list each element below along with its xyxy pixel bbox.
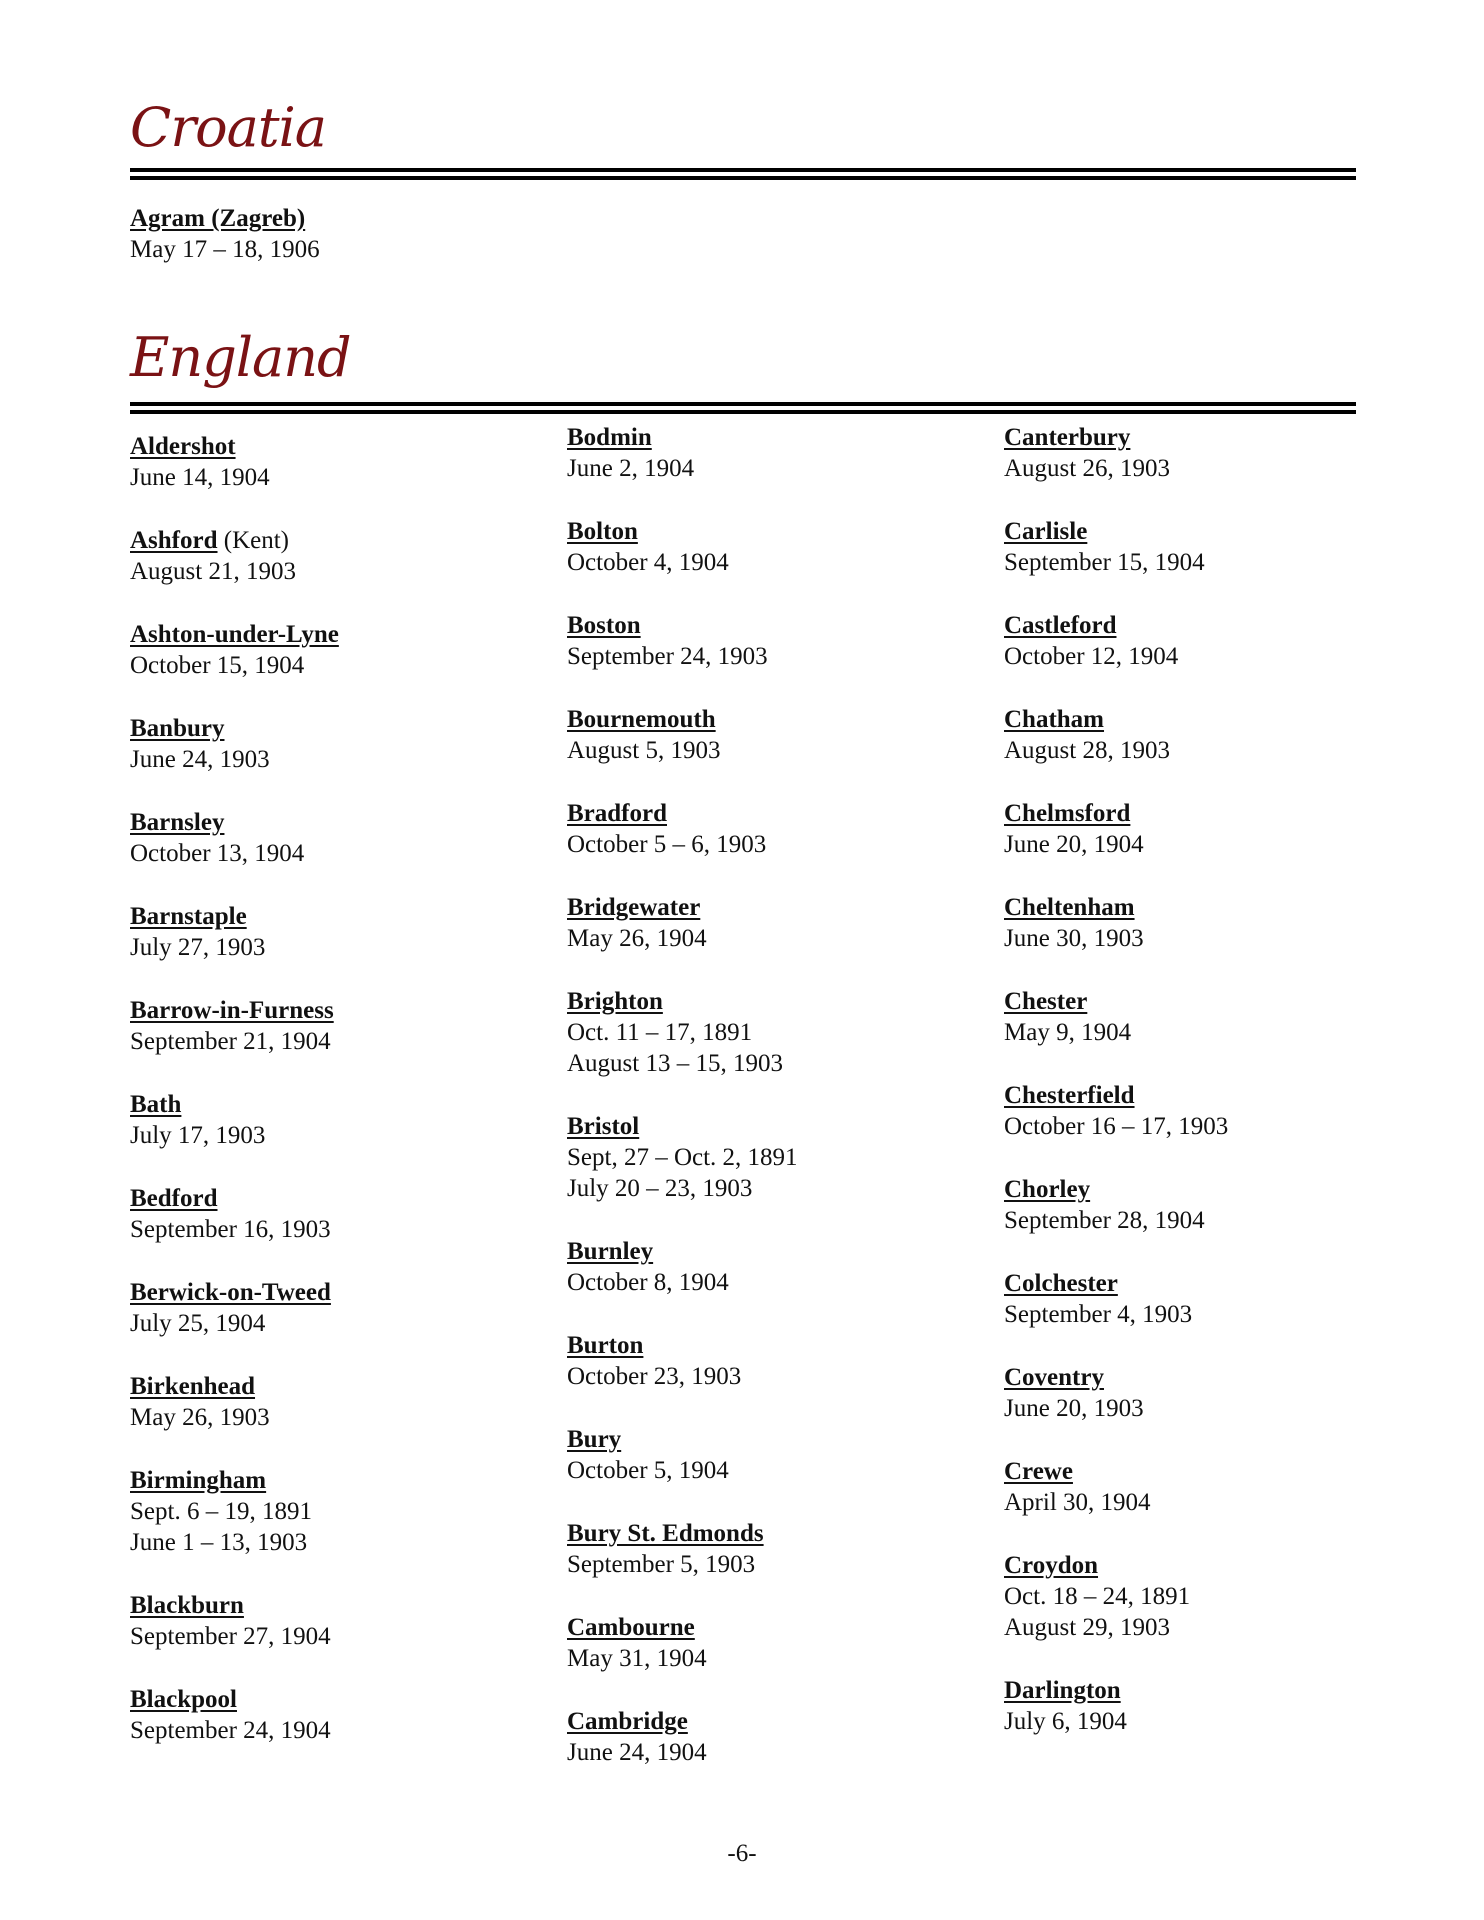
list-item bbox=[1004, 892, 1404, 954]
visit-date: September 15, 1904 bbox=[1004, 549, 1205, 576]
section-title-england: England bbox=[130, 326, 351, 389]
visit-date: June 2, 1904 bbox=[567, 455, 695, 482]
visit-date: July 17, 1903 bbox=[130, 1122, 266, 1149]
visit-date: Sept. 6 – 19, 1891 bbox=[130, 1498, 312, 1525]
visit-date: September 4, 1903 bbox=[1004, 1301, 1193, 1328]
city-name: Berwick-on-Tweed bbox=[130, 1279, 331, 1306]
visit-date: October 5 – 6, 1903 bbox=[567, 831, 767, 858]
city-name: Croydon bbox=[1004, 1552, 1099, 1579]
visit-date: October 16 – 17, 1903 bbox=[1004, 1113, 1229, 1140]
visit-date: June 20, 1904 bbox=[1004, 831, 1144, 858]
visit-date: October 23, 1903 bbox=[567, 1363, 742, 1390]
list-item bbox=[1004, 1362, 1404, 1424]
visit-date: September 16, 1903 bbox=[130, 1216, 331, 1243]
city-name: Cambridge bbox=[567, 1708, 688, 1735]
visit-date: April 30, 1904 bbox=[1004, 1489, 1151, 1516]
visit-date: September 5, 1903 bbox=[567, 1551, 756, 1578]
city-name: Crewe bbox=[1004, 1458, 1073, 1485]
visit-date: July 25, 1904 bbox=[130, 1310, 266, 1337]
visit-date: May 9, 1904 bbox=[1004, 1019, 1132, 1046]
list-item bbox=[1004, 1080, 1404, 1142]
city-name: Birkenhead bbox=[130, 1373, 256, 1400]
city-name: Bournemouth bbox=[567, 706, 716, 733]
visit-date: September 27, 1904 bbox=[130, 1623, 331, 1650]
visit-date: October 5, 1904 bbox=[567, 1457, 729, 1484]
list-item bbox=[1004, 422, 1404, 484]
visit-date: Oct. 11 – 17, 1891 bbox=[567, 1019, 753, 1046]
list-item bbox=[130, 713, 530, 775]
list-item bbox=[567, 986, 967, 1079]
visit-date: June 1 – 13, 1903 bbox=[130, 1529, 308, 1556]
entry-croatia-list bbox=[130, 203, 320, 297]
list-item bbox=[567, 798, 967, 860]
page-number: -6- bbox=[727, 1840, 757, 1867]
list-item bbox=[567, 422, 967, 484]
list-item bbox=[1004, 516, 1404, 578]
visit-date: August 29, 1903 bbox=[1004, 1614, 1170, 1641]
city-name: Bolton bbox=[567, 518, 638, 545]
city-name: Chelmsford bbox=[1004, 800, 1131, 827]
city-name: Bodmin bbox=[567, 424, 652, 451]
visit-date: June 30, 1903 bbox=[1004, 925, 1144, 952]
list-item bbox=[1004, 704, 1404, 766]
city-name: Bedford bbox=[130, 1185, 218, 1212]
list-item bbox=[567, 892, 967, 954]
list-item bbox=[1004, 1456, 1404, 1518]
list-item bbox=[1004, 610, 1404, 672]
visit-date: July 27, 1903 bbox=[130, 934, 266, 961]
england-column-3 bbox=[1004, 422, 1404, 1769]
visit-date: May 31, 1904 bbox=[567, 1645, 707, 1672]
city-name: Burton bbox=[567, 1332, 644, 1359]
visit-date: October 13, 1904 bbox=[130, 840, 305, 867]
city-name: Bristol bbox=[567, 1113, 640, 1140]
city-name: Bury St. Edmonds bbox=[567, 1520, 764, 1547]
visit-date: Sept, 27 – Oct. 2, 1891 bbox=[567, 1144, 798, 1171]
visit-date: June 24, 1904 bbox=[567, 1739, 707, 1766]
list-item bbox=[130, 1371, 530, 1433]
visit-date: June 20, 1903 bbox=[1004, 1395, 1144, 1422]
list-item bbox=[130, 431, 530, 493]
section-divider bbox=[130, 402, 1356, 406]
city-name: Birmingham bbox=[130, 1467, 267, 1494]
list-item bbox=[567, 704, 967, 766]
city-name: Boston bbox=[567, 612, 641, 639]
visit-date: August 26, 1903 bbox=[1004, 455, 1170, 482]
visit-date: June 14, 1904 bbox=[130, 464, 270, 491]
list-item bbox=[567, 1518, 967, 1580]
list-item bbox=[130, 619, 530, 681]
city-name: Carlisle bbox=[1004, 518, 1088, 545]
visit-date: May 26, 1903 bbox=[130, 1404, 270, 1431]
list-item bbox=[130, 525, 530, 587]
visit-date: September 28, 1904 bbox=[1004, 1207, 1205, 1234]
list-item bbox=[1004, 1268, 1404, 1330]
city-name: Bradford bbox=[567, 800, 667, 827]
list-item bbox=[567, 1236, 967, 1298]
list-item bbox=[130, 995, 530, 1057]
city-name: Bath bbox=[130, 1091, 182, 1118]
city-name: Chatham bbox=[1004, 706, 1105, 733]
list-item bbox=[130, 1465, 530, 1558]
city-name: Blackburn bbox=[130, 1592, 244, 1619]
city-name: Castleford bbox=[1004, 612, 1117, 639]
city-name: Bury bbox=[567, 1426, 622, 1453]
visit-date: July 6, 1904 bbox=[1004, 1708, 1127, 1735]
visit-date: June 24, 1903 bbox=[130, 746, 270, 773]
visit-date: August 21, 1903 bbox=[130, 558, 296, 585]
city-name: Barrow-in-Furness bbox=[130, 997, 334, 1024]
city-name: Coventry bbox=[1004, 1364, 1104, 1391]
visit-date: October 12, 1904 bbox=[1004, 643, 1179, 670]
section-title-croatia: Croatia bbox=[130, 96, 327, 159]
list-item bbox=[567, 516, 967, 578]
city-name: Ashford bbox=[130, 527, 218, 554]
visit-date: August 28, 1903 bbox=[1004, 737, 1170, 764]
city-name: Chesterfield bbox=[1004, 1082, 1135, 1109]
visit-date: August 13 – 15, 1903 bbox=[567, 1050, 783, 1077]
city-name: Chester bbox=[1004, 988, 1088, 1015]
visit-date: May 26, 1904 bbox=[567, 925, 707, 952]
list-item bbox=[567, 1330, 967, 1392]
city-name: Barnsley bbox=[130, 809, 225, 836]
city-name: Banbury bbox=[130, 715, 225, 742]
visit-date: August 5, 1903 bbox=[567, 737, 721, 764]
list-item bbox=[567, 1706, 967, 1768]
visit-date: May 17 – 18, 1906 bbox=[130, 236, 320, 263]
list-item bbox=[567, 610, 967, 672]
city-name: Cheltenham bbox=[1004, 894, 1135, 921]
city-name: Bridgewater bbox=[567, 894, 701, 921]
visit-date: September 24, 1903 bbox=[567, 643, 768, 670]
city-name: Colchester bbox=[1004, 1270, 1118, 1297]
city-name: Barnstaple bbox=[130, 903, 247, 930]
city-name: Chorley bbox=[1004, 1176, 1091, 1203]
list-item bbox=[567, 1612, 967, 1674]
visit-date: October 8, 1904 bbox=[567, 1269, 729, 1296]
list-item bbox=[130, 1684, 530, 1746]
city-name: Ashton-under-Lyne bbox=[130, 621, 339, 648]
list-item bbox=[1004, 1675, 1404, 1737]
list-item bbox=[1004, 1550, 1404, 1643]
list-item bbox=[130, 807, 530, 869]
city-note: (Kent) bbox=[217, 527, 290, 554]
city-name: Agram (Zagreb) bbox=[130, 205, 306, 232]
visit-date: July 20 – 23, 1903 bbox=[567, 1175, 753, 1202]
list-item bbox=[567, 1111, 967, 1204]
list-item bbox=[130, 1277, 530, 1339]
section-divider bbox=[130, 168, 1356, 172]
england-column-2 bbox=[567, 422, 967, 1800]
list-item bbox=[567, 1424, 967, 1486]
city-name: Blackpool bbox=[130, 1686, 237, 1713]
city-name: Canterbury bbox=[1004, 424, 1131, 451]
city-name: Burnley bbox=[567, 1238, 654, 1265]
england-column-1 bbox=[130, 431, 530, 1778]
city-name: Brighton bbox=[567, 988, 663, 1015]
visit-date: Oct. 18 – 24, 1891 bbox=[1004, 1583, 1191, 1610]
city-name: Darlington bbox=[1004, 1677, 1121, 1704]
visit-date: September 21, 1904 bbox=[130, 1028, 331, 1055]
visit-date: September 24, 1904 bbox=[130, 1717, 331, 1744]
list-item bbox=[130, 203, 320, 265]
visit-date: October 15, 1904 bbox=[130, 652, 305, 679]
list-item bbox=[1004, 986, 1404, 1048]
list-item bbox=[130, 901, 530, 963]
list-item bbox=[130, 1089, 530, 1151]
visit-date: October 4, 1904 bbox=[567, 549, 729, 576]
list-item bbox=[130, 1183, 530, 1245]
list-item bbox=[1004, 798, 1404, 860]
city-name: Aldershot bbox=[130, 433, 236, 460]
list-item bbox=[1004, 1174, 1404, 1236]
city-name: Cambourne bbox=[567, 1614, 695, 1641]
list-item bbox=[130, 1590, 530, 1652]
